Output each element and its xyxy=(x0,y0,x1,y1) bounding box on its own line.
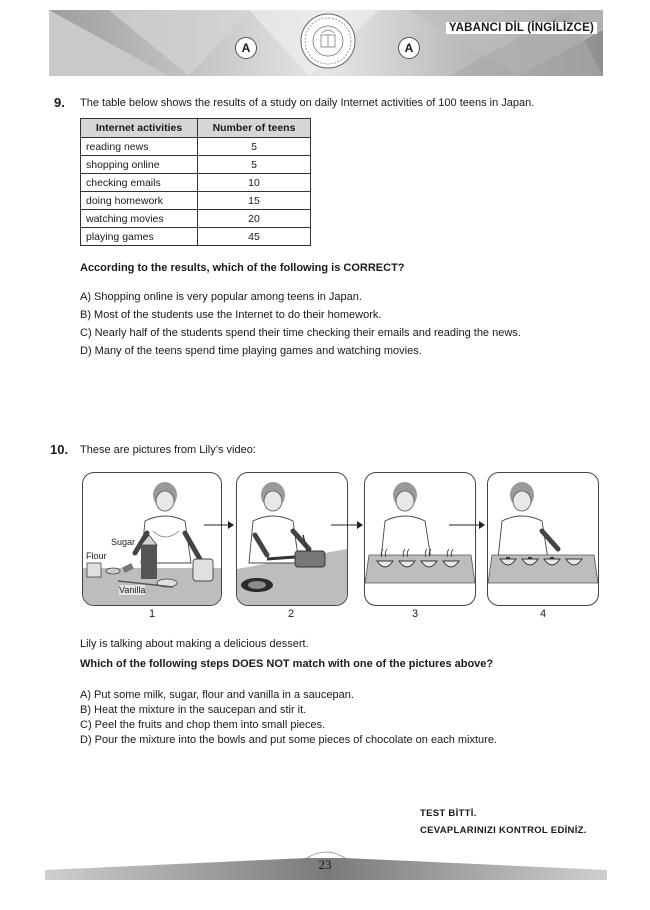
table-cell-activity: watching movies xyxy=(81,210,198,228)
question-10-option-c[interactable]: C) Peel the fruits and chop them into small pieces. xyxy=(80,719,326,731)
picture-3-illustration xyxy=(365,473,475,605)
test-end-notice: TEST BİTTİ. xyxy=(420,808,477,819)
picture-1-illustration xyxy=(83,473,221,605)
label-vanilla: Vanilla xyxy=(119,585,146,595)
table-row xyxy=(81,192,311,210)
table-cell-activity: playing games xyxy=(81,228,198,246)
booklet-type-badge-left: A xyxy=(235,37,257,59)
question-9-option-d[interactable]: D) Many of the teens spend time playing games and watching movies. xyxy=(80,345,422,357)
picture-3-bowls-steaming xyxy=(364,472,476,606)
picture-number-3: 3 xyxy=(411,608,419,620)
ministry-seal-icon xyxy=(300,13,356,69)
picture-4-illustration xyxy=(488,473,598,605)
table-header-teens: Number of teens xyxy=(198,119,311,138)
table-cell-count: 45 xyxy=(198,228,311,246)
picture-number-2: 2 xyxy=(287,608,295,620)
booklet-type-badge-right: A xyxy=(398,37,420,59)
table-cell-count: 5 xyxy=(198,156,311,174)
question-9-option-c[interactable]: C) Nearly half of the students spend their time checking their emails and reading the news. xyxy=(80,327,521,339)
arrow-right-icon xyxy=(204,520,234,530)
table-cell-activity: reading news xyxy=(81,138,198,156)
picture-2-illustration xyxy=(237,473,347,605)
table-row xyxy=(81,228,311,246)
question-10-text: These are pictures from Lily’s video: xyxy=(80,444,256,456)
label-flour: Flour xyxy=(86,551,107,561)
question-9-prompt: According to the results, which of the following is CORRECT? xyxy=(80,262,405,274)
arrow-right-icon xyxy=(331,520,363,530)
picture-1-mixing-ingredients xyxy=(82,472,222,606)
check-answers-notice: CEVAPLARINIZI KONTROL EDİNİZ. xyxy=(420,825,587,836)
question-10-option-a[interactable]: A) Put some milk, sugar, flour and vanilla in a saucepan. xyxy=(80,689,354,701)
table-cell-count: 10 xyxy=(198,174,311,192)
table-row xyxy=(81,156,311,174)
question-10-option-d[interactable]: D) Pour the mixture into the bowls and put some pieces of chocolate on each mixture. xyxy=(80,734,497,746)
page-number: 23 xyxy=(318,857,332,872)
question-10-option-b[interactable]: B) Heat the mixture in the saucepan and stir it. xyxy=(80,704,307,716)
table-cell-activity: shopping online xyxy=(81,156,198,174)
picture-number-1: 1 xyxy=(148,608,156,620)
picture-2-stirring-saucepan xyxy=(236,472,348,606)
table-cell-activity: doing homework xyxy=(81,192,198,210)
table-header-activities: Internet activities xyxy=(81,119,198,138)
table-cell-count: 5 xyxy=(198,138,311,156)
question-9-option-b[interactable]: B) Most of the students use the Internet to do their homework. xyxy=(80,309,382,321)
picture-4-adding-chocolate xyxy=(487,472,599,606)
table-cell-count: 20 xyxy=(198,210,311,228)
table-row xyxy=(81,138,311,156)
picture-number-4: 4 xyxy=(539,608,547,620)
arrow-right-icon xyxy=(449,520,485,530)
subject-title: YABANCI DİL (İNGİLİZCE) xyxy=(446,22,597,34)
label-sugar: Sugar xyxy=(111,537,136,547)
question-9-text: The table below shows the results of a study on daily Internet activities of 100 teens in Japan. xyxy=(80,97,535,109)
question-9-option-a[interactable]: A) Shopping online is very popular among teens in Japan. xyxy=(80,291,362,303)
table-row xyxy=(81,210,311,228)
table-cell-count: 15 xyxy=(198,192,311,210)
question-10-number: 10. xyxy=(50,442,69,457)
question-9-number: 9. xyxy=(54,95,65,110)
table-cell-activity: checking emails xyxy=(81,174,198,192)
question-10-prompt: Which of the following steps DOES NOT match with one of the pictures above? xyxy=(80,658,494,670)
question-10-intro: Lily is talking about making a delicious dessert. xyxy=(80,638,309,650)
internet-activities-table xyxy=(80,118,311,246)
table-header-row xyxy=(81,119,311,138)
table-row xyxy=(81,174,311,192)
